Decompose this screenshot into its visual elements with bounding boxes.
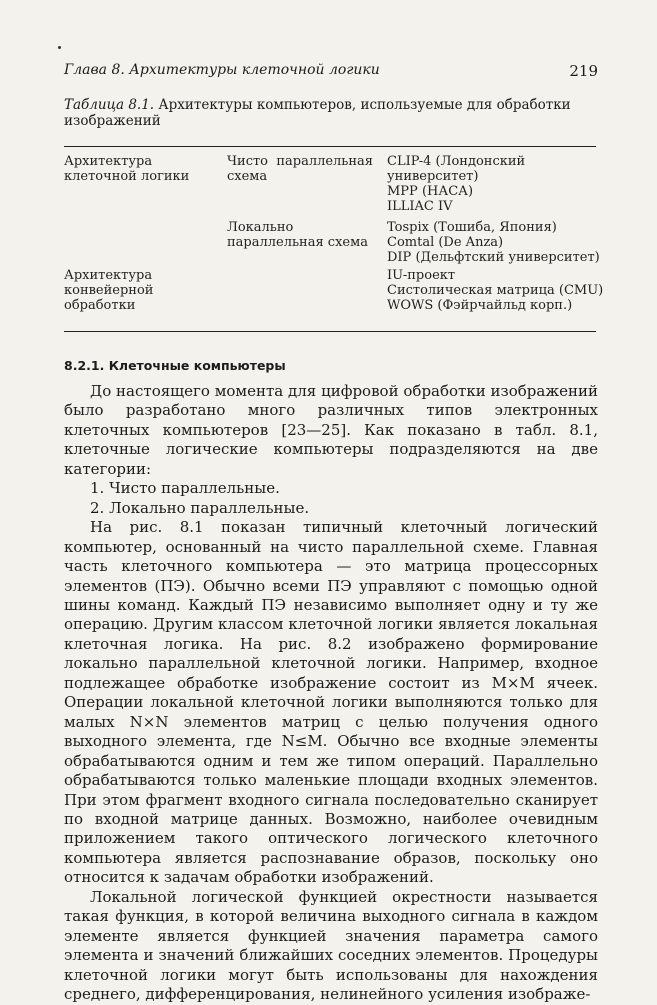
table-cell-examples xyxy=(387,220,599,265)
chapter-title: Глава 8. Архитектуры клеточной логики xyxy=(64,62,380,78)
body-text xyxy=(64,382,598,1005)
table-caption-text: Архитектуры компьютеров, используемые для обработки изображений xyxy=(64,97,571,129)
table-example: Tospix (Тошиба, Япония) xyxy=(387,220,557,235)
table-example: DIP (Дельфтский университет) xyxy=(387,250,600,265)
table-example: IU-проект xyxy=(387,268,456,283)
table-example: Систолическая матрица (CMU) xyxy=(387,283,604,298)
table-bottom-rule xyxy=(64,331,596,332)
table-cell-examples xyxy=(387,154,599,214)
page-speck xyxy=(58,46,61,49)
table-example: MPP (НАСА) xyxy=(387,184,474,199)
table-cell-scheme: Локально параллельная схема xyxy=(227,220,368,250)
table-cell-scheme: Чисто параллельная схема xyxy=(227,154,373,184)
table-top-rule xyxy=(64,146,596,147)
paragraph: Локальной логической функцией окрестности называется такая функция, в которой величина выходного сигнала в каждом элементе является функцией значения параметра самого элемента и значений ближайших соседних элементов. Процедуры клеточной логики могут быть использованы для нахождения среднего, дифференцирования, нелинейного усиления изображе- xyxy=(64,887,598,1004)
list-item: 1. Чисто параллельные. xyxy=(90,479,280,498)
paragraph: На рис. 8.1 показан типичный клеточный логический компьютер, основанный на чисто параллельной схеме. Главная часть клеточного компьютера — это матрица процессорных элементов (ПЭ). Обычно всеми ПЭ управляют с помощью одной шины команд. Каждый ПЭ независимо выполняет одну и ту же операцию. Другим классом клеточной логики является локальная клеточная логика. На рис. 8.2 изображено формирование локально параллельной клеточной логики. Например, входное подлежащее обработке изображение состоит из M×M ячеек. Операции локальной клеточной логики выполняются только для малых N×N элементов матриц с целью получения одного выходного элемента, где N≤M. Обычно все входные элементы обрабатываются одним и тем же типом операций. Параллельно обрабатываются только маленькие площади входных элементов. При этом фрагмент входного сигнала последовательно сканирует по входной матрице данных. Возможно, наиболее очевидным приложением такого оптического логического клеточного компьютера является распознавание образов, поскольку оно относится к задачам обработки изображений. xyxy=(64,518,598,887)
table-caption xyxy=(64,97,598,129)
table-example: Comtal (De Anza) xyxy=(387,235,504,250)
section-heading: 8.2.1. Клеточные компьютеры xyxy=(64,358,286,373)
table-example: ILLIAC IV xyxy=(387,199,453,214)
table-cell-examples xyxy=(387,268,604,313)
table-caption-label: Таблица 8.1. xyxy=(64,97,155,113)
table-cell-architecture: Архитектура клеточной логики xyxy=(64,154,190,184)
page-number: 219 xyxy=(569,62,598,80)
table-example: CLIP-4 (Лондонский университет) xyxy=(387,154,526,184)
list-item: 2. Локально параллельные. xyxy=(90,498,310,517)
running-head xyxy=(64,62,598,78)
paragraph: До настоящего момента для цифровой обработки изображений было разработано много различных типов электронных клеточных компьютеров [23—25]. Как показано в табл. 8.1, клеточные логические компьютеры подразделяются на две категории: xyxy=(64,382,598,478)
table-cell-architecture: Архитектура конвейерной обработки xyxy=(64,268,154,313)
table-example: WOWS (Фэйрчайльд корп.) xyxy=(387,298,573,313)
